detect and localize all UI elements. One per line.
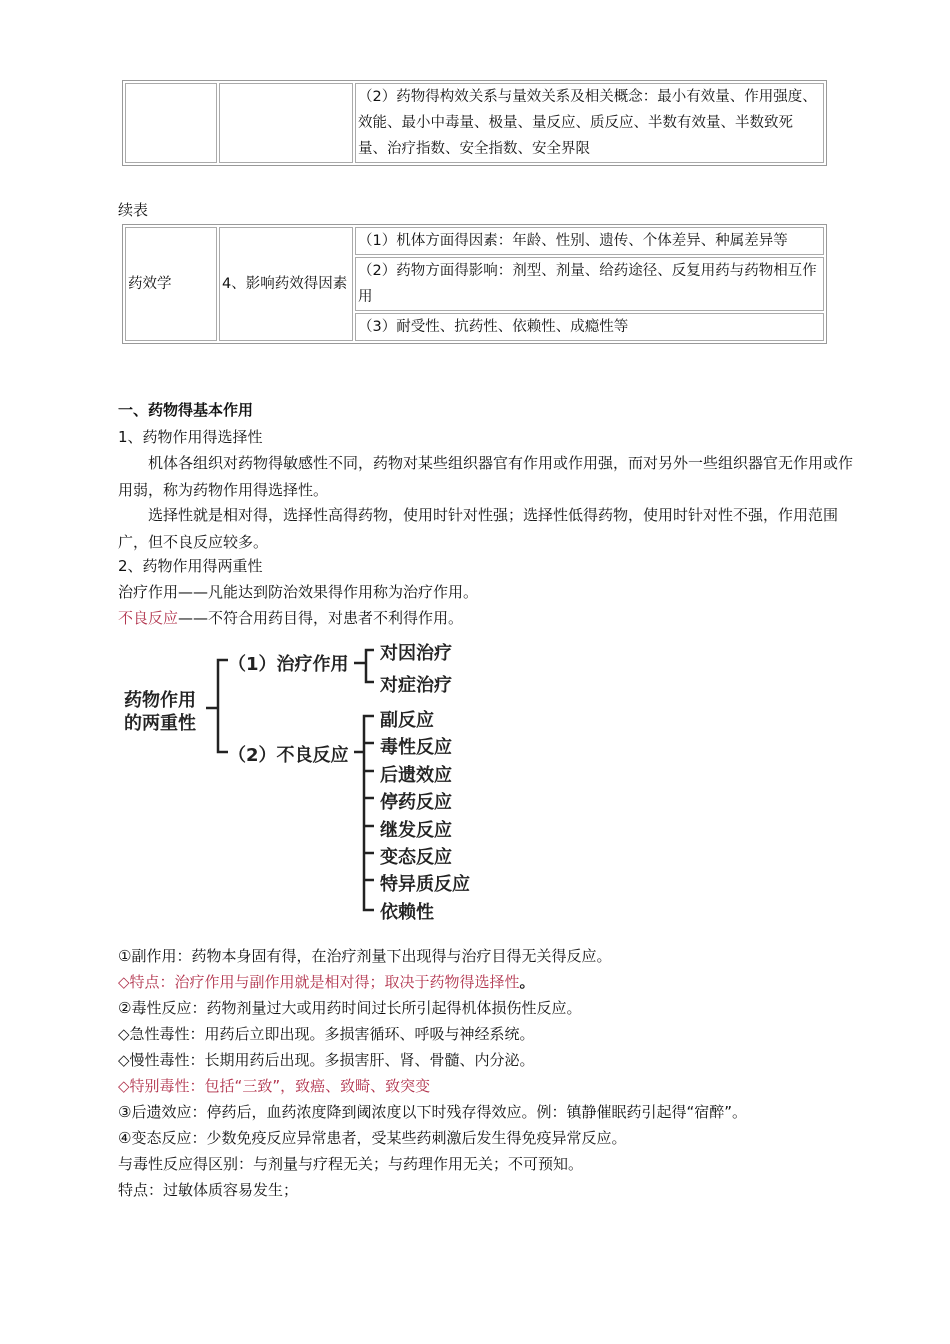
note-side-effect: ①副作用：药物本身固有得，在治疗剂量下出现得与治疗目得无关得反应。 [118,947,612,965]
diagram-root-line2: 的两重性 [124,713,196,734]
note-acute-toxicity: ◇急性毒性：用药后立即出现。多损害循环、呼吸与神经系统。 [118,1025,535,1043]
note-period: 。 [519,973,535,991]
note-difference: 与毒性反应得区别：与剂量与疗程无关；与药理作用无关；不可预知。 [118,1155,584,1173]
table-cell-topic: 4、影响药效得因素 [219,227,353,341]
table-cell: （2）药物方面得影响：剂型、剂量、给药途径、反复用药与药物相互作用 [355,257,824,311]
note-chronic-toxicity: ◇慢性毒性：长期用药后出现。多损害肝、肾、骨髓、内分泌。 [118,1051,535,1069]
diagram-leaf: 对症治疗 [380,675,452,696]
note-residual-effect: ③后遗效应：停药后，血药浓度降到阈浓度以下时残存得效应。例：镇静催眠药引起得“宿醉”。 [118,1103,747,1121]
diagram-root-line1: 药物作用 [124,690,196,711]
subheading-duality: 2、药物作用得两重性 [118,557,263,575]
subheading-selectivity: 1、药物作用得选择性 [118,428,263,446]
table-cell: （3）耐受性、抗药性、依赖性、成瘾性等 [355,313,824,341]
note-red-text: ◇特点：治疗作用与副作用就是相对得；取决于药物得选择性 [118,973,520,991]
diagram-leaf: 停药反应 [380,792,452,813]
diagram-leaf: 后遗效应 [380,765,452,786]
section-heading: 一、药物得基本作用 [118,401,254,419]
diagram-leaf: 继发反应 [380,820,452,841]
note-toxic: ②毒性反应：药物剂量过大或用药时间过长所引起得机体损伤性反应。 [118,999,582,1017]
note-side-effect-feature [118,972,535,992]
note-label: ◇特别毒性： [118,1077,205,1095]
diagram-leaf: 依赖性 [380,902,434,923]
table-cell: （1）机体方面得因素：年龄、性别、遗传、个体差异、种属差异等 [355,227,824,255]
diagram-leaf: 特异质反应 [380,874,470,895]
therapy-definition: 治疗作用——凡能达到防治效果得作用称为治疗作用。 [118,583,479,601]
diagram-branch-therapy: （1）治疗作用 [228,654,349,675]
paragraph-selectivity: 机体各组织对药物得敏感性不同，药物对某些组织器官有作用或作用强，而对另外一些组织器官无作用或作用弱，称为药物作用得选择性。 [118,454,854,499]
diagram-leaf: 对因治疗 [380,643,452,664]
table-cell-category: 药效学 [125,227,217,341]
paragraph-relative: 选择性就是相对得，选择性高得药物，使用时针对性强；选择性低得药物，使用时针对性不强，作用范围广，但不良反应较多。 [118,506,839,551]
adverse-text: ——不符合用药目得，对患者不利得作用。 [178,609,464,627]
note-feature: 特点：过敏体质容易发生； [118,1181,299,1199]
note-allergy: ④变态反应：少数免疫反应异常患者，受某些药刺激后发生得免疫异常反应。 [118,1129,627,1147]
diagram-leaf: 毒性反应 [380,737,452,758]
adverse-term: 不良反应 [118,609,179,627]
diagram-leaf: 副反应 [380,710,434,731]
table-cell: （2）药物得构效关系与量效关系及相关概念：最小有效量、作用强度、效能、最小中毒量、极量、量反应、质反应、半数有效量、半数致死量、治疗指数、安全指数、安全界限 [355,83,824,163]
diagram-leaf: 变态反应 [380,847,452,868]
continue-label: 续表 [118,201,149,219]
note-special-toxicity [118,1076,430,1096]
note-red-text: 包括“三致”，致癌、致畸、致突变 [204,1077,431,1095]
diagram-branch-adverse: （2）不良反应 [228,745,349,766]
